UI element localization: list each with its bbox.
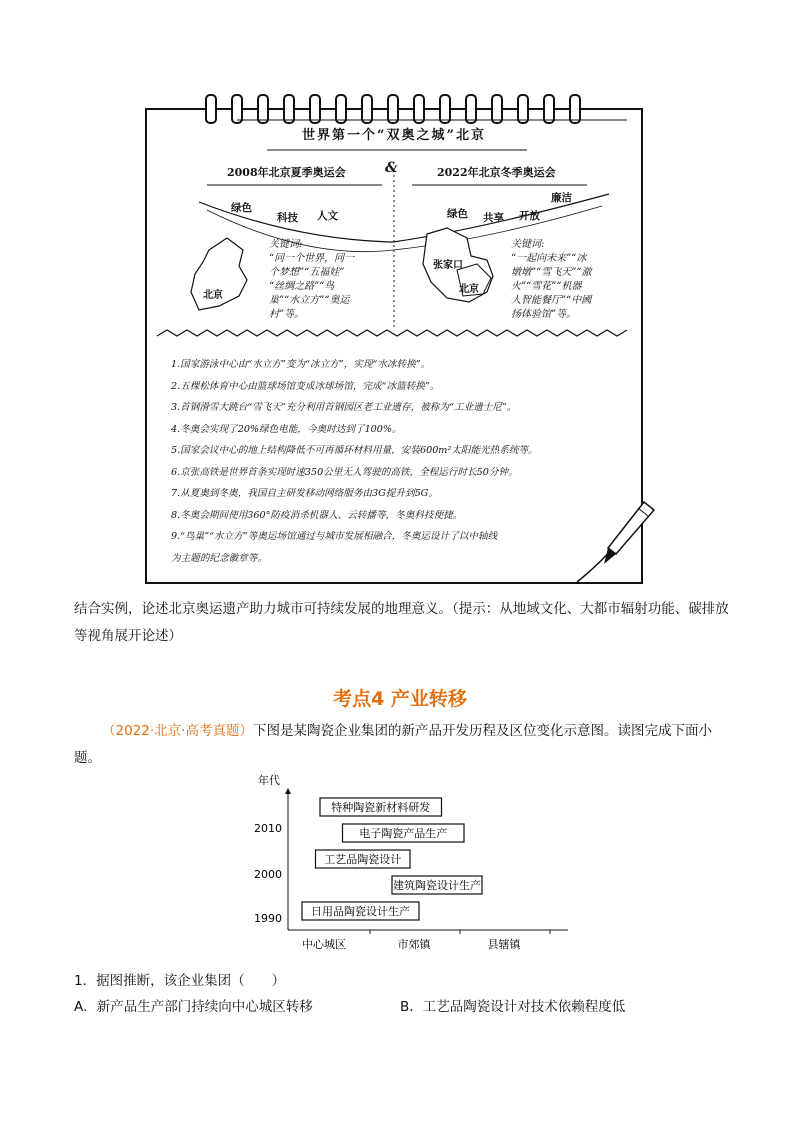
- notebook-title: 世界第一个“双奥之城”北京: [302, 128, 486, 143]
- ceramic-product-chart: [240, 772, 570, 962]
- list-item: 4.冬奥会实现了20%绿色电能，今奥时达到了100%。: [171, 423, 402, 435]
- chart-bar-label: 工艺品陶瓷设计: [324, 853, 402, 866]
- section-heading: 考点4 产业转移: [333, 688, 467, 710]
- tag-clean: 廉洁: [551, 192, 572, 204]
- q1-option-b[interactable]: B．工艺品陶瓷设计对技术依赖程度低: [400, 999, 626, 1015]
- y-axis-label: 年代: [258, 774, 280, 787]
- chart-bar-label: 日用品陶瓷设计生产: [311, 905, 410, 918]
- list-item: 为主题的纪念徽章等。: [171, 552, 267, 564]
- y-tick-label: 2010: [254, 822, 282, 835]
- tag-tech: 科技: [277, 212, 298, 224]
- list-item: 3.首钢滑雪大跳台“雪飞天”充分利用首钢园区老工业遗存，被称为“工业遗士尼”。: [171, 402, 517, 413]
- chart-bar-label: 建筑陶瓷设计生产: [393, 879, 481, 892]
- q1-option-a[interactable]: A．新产品生产部门持续向中心城区转移: [74, 999, 313, 1015]
- list-item: 9.“鸟巢”“水立方”等奥运场馆通过与城市发展相融合，冬奥运设计了以中轴线: [171, 531, 498, 542]
- tag-green-left: 绿色: [231, 202, 252, 214]
- map-label-beijing: 北京: [203, 290, 223, 301]
- x-category-label: 县辖镇: [487, 938, 521, 951]
- right-keywords: 关键词: “一起向未来”“冰 墩墩”“雪飞天”“澈 火”“雪花”“机器 人智能餐厅”“中國 扬体验馆”等。: [511, 239, 592, 320]
- chart-bar-label: 特种陶瓷新材料研发: [331, 801, 431, 814]
- pen-icon: [598, 498, 658, 568]
- list-item: 2.五棵松体育中心由篮球场馆变成冰球场馆，完成“冰篮转换”。: [171, 380, 440, 392]
- y-tick-label: 2000: [254, 868, 282, 881]
- x-category-label: 中心城区: [302, 938, 346, 951]
- section-intro: [74, 718, 734, 772]
- tag-green-right: 绿色: [447, 208, 468, 220]
- question-intro: 结合实例，论述北京奥运遗产助力城市可持续发展的地理意义。（提示：从地域文化、大都市辐射功能、碳排放等视角展开论述）: [74, 601, 729, 644]
- chart-bar-label: 电子陶瓷产品生产: [359, 827, 448, 840]
- list-item: 6.京张高铁是世界首条实现时速350公里无人驾驶的高铁，全程运行时长50分钟。: [171, 466, 518, 478]
- map-label-zhangjiakou: 张家口: [433, 260, 463, 271]
- map-label-beijing-right: 北京: [459, 284, 479, 295]
- list-item: 7.从夏奥到冬奥，我国自主研发移动网络服务由3G提升到5G。: [171, 488, 438, 499]
- y-axis-arrow: [285, 788, 291, 794]
- section-intro-text: 下图是某陶瓷企业集团的新产品开发历程及区位变化示意图。读图完成下面小题。: [74, 723, 712, 766]
- list-item: 8.冬奥会期间使用360°防疫消杀机器人、云转播等，冬奥科技便捷。: [171, 509, 463, 521]
- olympic-legacy-list: [171, 354, 641, 569]
- tag-open: 开放: [519, 210, 540, 222]
- source-label: （2022·北京·高考真题）: [102, 723, 253, 739]
- list-item: 5.国家会议中心的地上结构降低不可再循环材料用量，安装600m²太阳能光热系统等。: [171, 445, 538, 456]
- x-category-label: 市郊镇: [397, 938, 431, 951]
- notebook-figure: [145, 108, 643, 584]
- left-header: 2008年北京夏季奥运会: [227, 166, 346, 179]
- ampersand-icon: &: [385, 160, 398, 176]
- q1-stem: 1．据图推断，该企业集团（ ）: [74, 973, 286, 989]
- list-item: 1.国家游泳中心由“水立方”变为“冰立方”，实现“水冰转换”。: [171, 359, 431, 370]
- y-tick-label: 1990: [254, 912, 282, 925]
- tag-humanity: 人文: [317, 210, 338, 222]
- left-keywords: 关键词: “同一个世界，同一 个梦想”“五福娃” “丝绸之路”“鸟 巢”“水立方”“奥运 村”等。: [269, 239, 355, 320]
- right-header: 2022年北京冬季奥运会: [437, 166, 556, 179]
- tag-share: 共享: [483, 212, 504, 224]
